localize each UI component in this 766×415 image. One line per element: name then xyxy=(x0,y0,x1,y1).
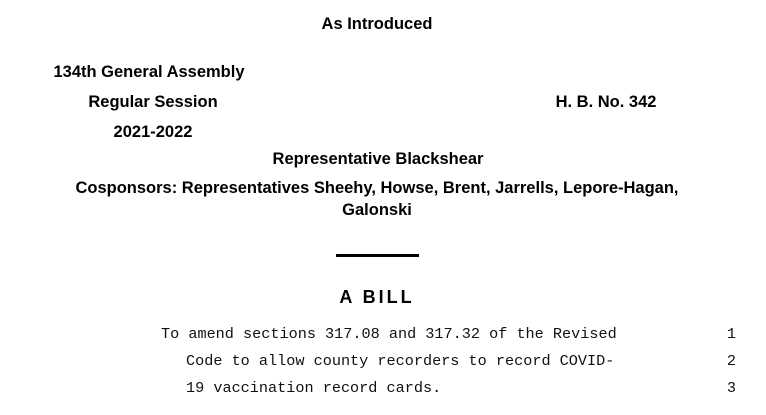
session: Regular Session xyxy=(88,93,218,111)
line-number-2: 2 xyxy=(726,352,736,370)
session-years: 2021-2022 xyxy=(113,123,193,141)
cosponsors-line-2: Galonski xyxy=(342,201,412,219)
general-assembly: 134th General Assembly xyxy=(53,63,245,81)
title-line-1: To amend sections 317.08 and 317.32 of the Revised xyxy=(161,325,617,343)
primary-sponsor: Representative Blackshear xyxy=(272,150,484,168)
title-line-3: 19 vaccination record cards. xyxy=(186,379,442,397)
line-number-3: 3 xyxy=(726,379,736,397)
cosponsors-line-1: Cosponsors: Representatives Sheehy, Howse, Brent, Jarrells, Lepore-Hagan, xyxy=(75,179,679,197)
bill-status: As Introduced xyxy=(321,15,433,33)
divider-rule xyxy=(336,254,419,257)
bill-number: H. B. No. 342 xyxy=(555,93,657,111)
line-number-1: 1 xyxy=(726,325,736,343)
bill-heading: A BILL xyxy=(339,287,415,307)
title-line-2: Code to allow county recorders to record COVID- xyxy=(186,352,615,370)
